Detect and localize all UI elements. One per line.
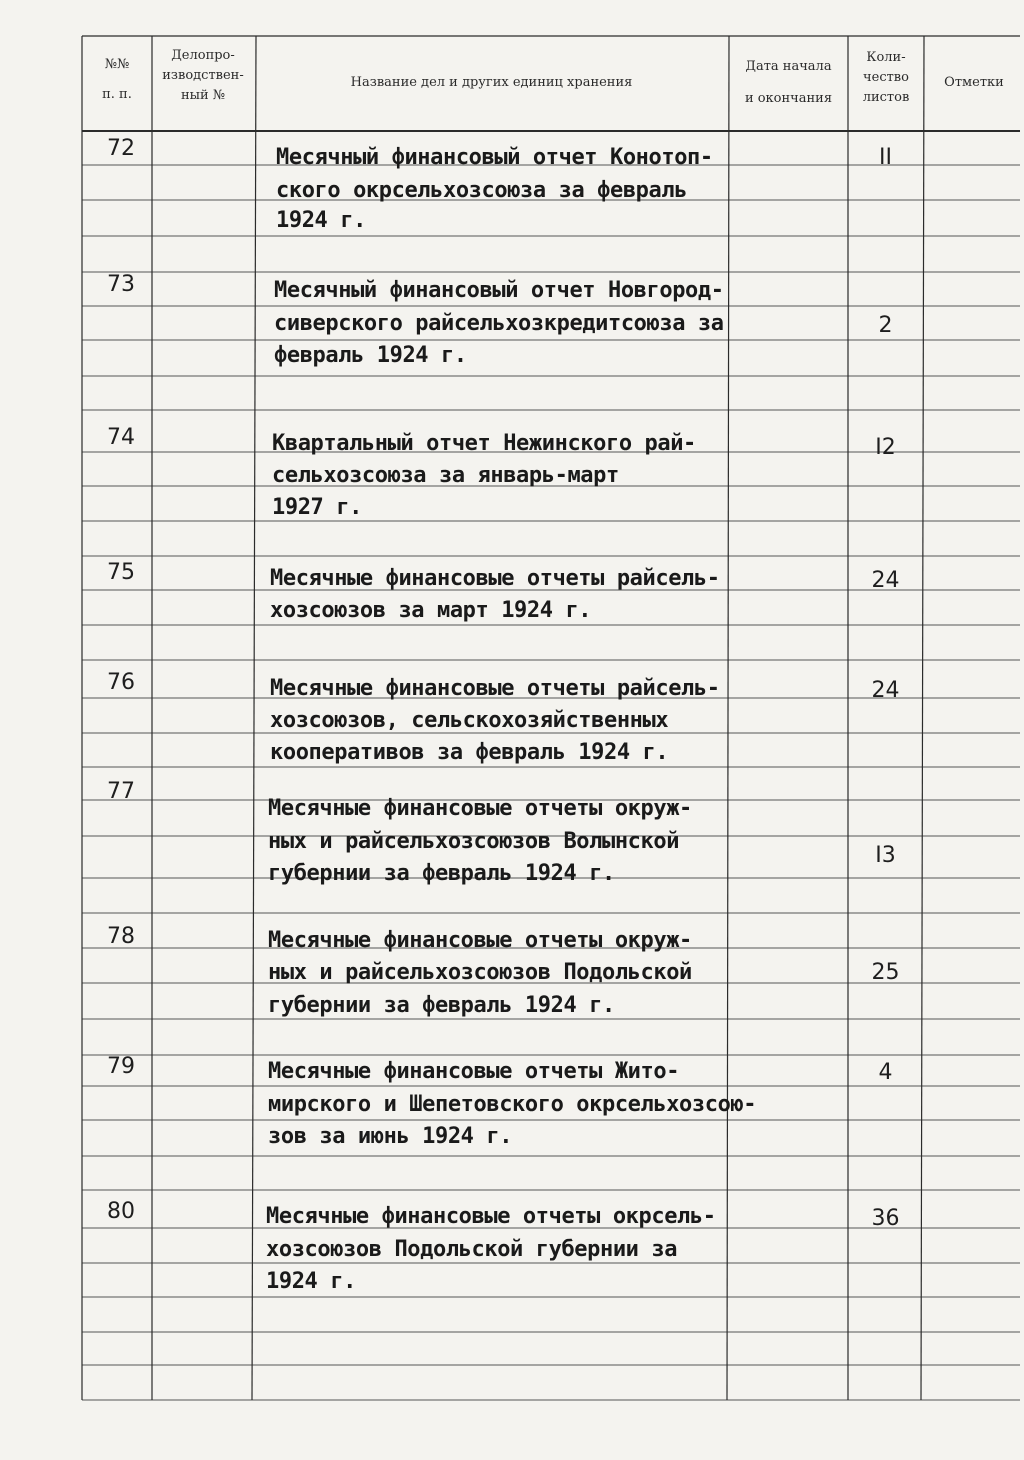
entry-title-line: кооперативов за февраль 1924 г. [270,740,669,765]
entry-title-line: сиверского райсельхозкредитсоюза за [274,311,724,336]
entry-sheet-count: 2 [878,313,893,338]
entry-title-line: 1927 г. [272,495,362,520]
entry-sheet-count: 24 [871,678,900,703]
entry-title-line: губернии за февраль 1924 г. [268,861,615,886]
entry-number: 78 [107,924,135,949]
entry-title-line: Месячные финансовые отчеты райсель- [270,566,720,591]
entry-title-line: февраль 1924 г. [274,343,467,368]
entry-number: 73 [107,272,135,297]
header-num-line1: №№ [104,57,130,72]
entry-sheet-count: 24 [871,568,900,593]
entry-title-line: 1924 г. [276,208,366,233]
entry-title-line: Месячный финансовый отчет Новгород- [274,278,724,303]
entry-sheet-count: 25 [871,960,900,985]
entry-title-line: хозсоюзов за март 1924 г. [270,598,592,623]
entry-sheet-count: I2 [875,435,896,460]
entry-title-line: хозсоюзов, сельскохозяйственных [270,708,669,733]
entry-number: 74 [107,425,135,450]
entry-title-line: Месячные финансовые отчеты окрсель- [266,1204,716,1229]
entry-sheet-count: I3 [875,843,896,868]
entry-number: 79 [107,1054,135,1079]
entry-title-line: Квартальный отчет Нежинского рай- [272,431,696,456]
entry-title-line: сельхозсоюза за январь-март [272,463,619,488]
entry-title-line: мирского и Шепетовского окрсельхозсою- [268,1092,757,1117]
entry-number: 75 [107,560,135,585]
entry-title-line: ского окрсельхозсоюза за февраль [276,178,688,203]
entry-number: 77 [107,779,135,804]
header-dates-line2: и окончания [744,91,833,106]
entry-sheet-count: 36 [871,1206,900,1231]
header-count-line3: листов [862,90,910,105]
col-border-office [252,36,256,1400]
entry-title-line: Месячные финансовые отчеты Жито- [268,1059,680,1084]
entry-title-line: Месячные финансовые отчеты райсель- [270,676,720,701]
entry-number: 72 [107,136,135,161]
header-office-line2: изводствен- [162,68,244,83]
header-sheet-count [848,48,924,108]
entry-title-line: ных и райсельхозсоюзов Подольской [268,960,692,985]
header-office-line1: Делопро- [171,48,235,63]
entry-number: 80 [107,1199,135,1224]
header-dates [729,57,848,109]
header-notes: Отметки [944,75,1004,90]
entry-sheet-count: II [879,145,892,170]
header-office-line3: ный № [180,88,226,103]
entry-title-line: ных и райсельхозсоюзов Волынской [268,829,680,854]
header-title: Название дел и других единиц хранения [350,75,633,90]
entry-title-line: Месячные финансовые отчеты окруж- [268,796,692,821]
header-num [84,55,150,105]
entry-title-line: Месячный финансовый отчет Конотоп- [276,145,713,170]
entry-title-line: 1924 г. [266,1269,356,1294]
entry-sheet-count: 4 [878,1060,893,1085]
header-count-line1: Коли- [866,50,906,65]
header-office-number [152,46,254,106]
header-dates-line1: Дата начала [745,59,832,74]
entry-title-line: губернии за февраль 1924 г. [268,993,615,1018]
entry-title-line: Месячные финансовые отчеты окруж- [268,928,692,953]
col-border-title [727,36,729,1400]
header-count-line2: чество [863,70,909,85]
col-border-count [921,36,924,1400]
entry-number: 76 [107,670,135,695]
entry-title-line: зов за июнь 1924 г. [268,1124,513,1149]
entry-title-line: хозсоюзов Подольской губернии за [266,1237,678,1262]
header-num-line2: п. п. [102,87,132,102]
